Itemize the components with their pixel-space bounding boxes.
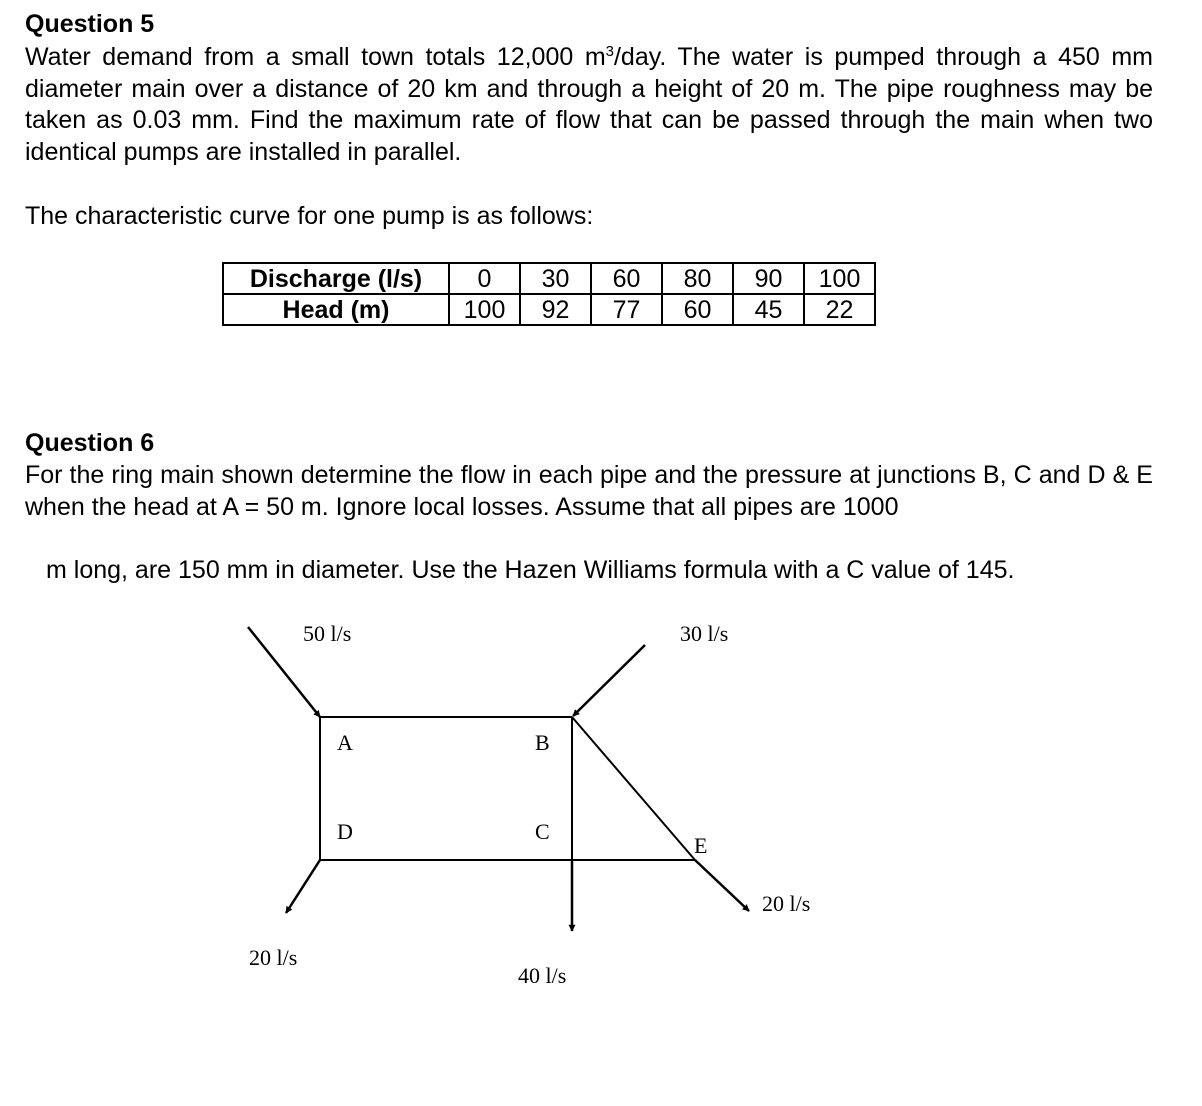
table-cell: 77 bbox=[591, 294, 662, 325]
head-header: Head (m) bbox=[223, 294, 449, 325]
table-cell: 90 bbox=[733, 263, 804, 294]
table-cell: 100 bbox=[804, 263, 875, 294]
table-cell: 0 bbox=[449, 263, 520, 294]
inflow-b-arrow bbox=[573, 645, 645, 716]
pump-characteristic-table bbox=[222, 262, 876, 326]
flow-label-in-b: 30 l/s bbox=[680, 621, 729, 646]
node-b-label: B bbox=[535, 730, 550, 755]
table-cell: 80 bbox=[662, 263, 733, 294]
node-a-label: A bbox=[337, 730, 353, 755]
node-c-label: C bbox=[535, 819, 550, 844]
table-cell: 60 bbox=[662, 294, 733, 325]
flow-label-out-d: 20 l/s bbox=[249, 945, 298, 970]
q6-problem-text: For the ring main shown determine the flow in each pipe and the pressure at junctions B, C and D & E when the head at A = 50 m. Ignore local losses. Assume that all pipes are 1000 bbox=[25, 461, 1153, 521]
table-row-head bbox=[223, 294, 875, 325]
node-e-label: E bbox=[694, 833, 708, 858]
q6-title: Question 6 bbox=[25, 429, 155, 457]
flow-label-in-a: 50 l/s bbox=[303, 621, 352, 646]
table-cell: 45 bbox=[733, 294, 804, 325]
q5-title: Question 5 bbox=[25, 10, 155, 38]
outflow-e-arrow bbox=[695, 860, 749, 911]
discharge-header: Discharge (l/s) bbox=[223, 263, 449, 294]
table-cell: 100 bbox=[449, 294, 520, 325]
node-d-label: D bbox=[337, 819, 353, 844]
outflow-d-arrow bbox=[286, 860, 320, 913]
table-cell: 30 bbox=[520, 263, 591, 294]
pipe-be bbox=[572, 717, 695, 860]
flow-label-out-c: 40 l/s bbox=[518, 963, 567, 988]
table-cell: 60 bbox=[591, 263, 662, 294]
q6-problem-text-continued: m long, are 150 mm in diameter. Use the Hazen Williams formula with a C value of 145. bbox=[46, 556, 1015, 584]
q5-curve-intro: The characteristic curve for one pump is as follows: bbox=[25, 202, 594, 230]
flow-label-out-e: 20 l/s bbox=[762, 891, 811, 916]
table-row-discharge bbox=[223, 263, 875, 294]
table-cell: 92 bbox=[520, 294, 591, 325]
table-cell: 22 bbox=[804, 294, 875, 325]
ring-main-diagram bbox=[0, 600, 1202, 1020]
q5-problem-text: Water demand from a small town totals 12,000 $m^3$/day. The water is pumped through a 450 mm diameter main over a distance of 20 km and through a height of 20 m. The pipe roughness may be taken as 0.03 mm. Find the maximum rate of flow that can be passed through the main when two identical pumps are installed in parallel. bbox=[25, 43, 1153, 166]
